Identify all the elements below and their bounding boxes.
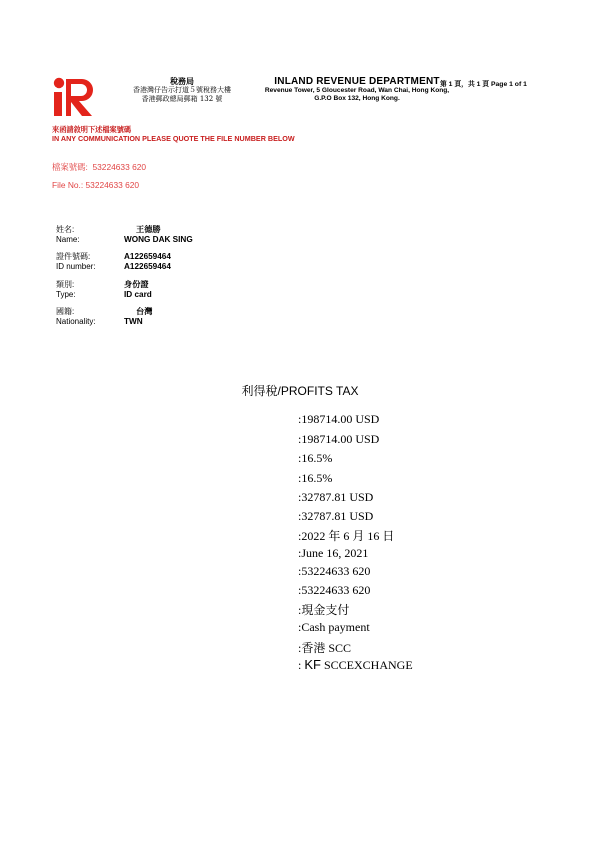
dept-address-cn-1: 香港灣仔告示打道５號稅務大樓: [133, 86, 231, 94]
id-value: [124, 252, 171, 271]
nationality-value-en: TWN: [124, 316, 143, 326]
id-label: [56, 252, 96, 271]
type-value: [124, 280, 152, 299]
detail-value: :June 16, 2021: [298, 546, 369, 560]
detail-value: [298, 657, 413, 673]
file-number-cn-value: 53224633 620: [92, 162, 147, 172]
nationality-value: [124, 307, 152, 326]
type-label-cn: 類別:: [56, 280, 75, 289]
quote-notice-cn: 來函請敘明下述檔案號碼: [52, 125, 132, 134]
id-label-en: ID number:: [56, 261, 96, 271]
ird-logo: [52, 76, 96, 118]
detail-value-kf: KF: [304, 657, 321, 672]
type-value-cn: 身份證: [124, 280, 149, 289]
id-value-cn: A122659464: [124, 252, 171, 261]
detail-value: :Cash payment: [298, 620, 370, 634]
dept-chinese: [118, 77, 246, 104]
name-label: [56, 225, 80, 244]
detail-value: :53224633 620: [298, 583, 371, 597]
name-value-en: WONG DAK SING: [124, 234, 193, 244]
detail-value-prefix: :: [298, 658, 305, 672]
type-label: [56, 280, 76, 299]
dept-address-cn-2: 香港郵政總局郵箱 132 號: [141, 95, 223, 103]
page-number: 第 1 頁，共 1 頁 Page 1 of 1: [440, 81, 527, 88]
detail-value: :198714.00 USD: [298, 412, 380, 426]
detail-value: :16.5%: [298, 471, 333, 485]
detail-value: :16.5%: [298, 451, 333, 465]
detail-value-rest: SCCEXCHANGE: [320, 658, 413, 672]
dept-name-cn: 稅務局: [170, 76, 194, 86]
detail-value: :198714.00 USD: [298, 432, 380, 446]
quote-notice-en: IN ANY COMMUNICATION PLEASE QUOTE THE FILE NUMBER BELOW: [52, 134, 295, 143]
detail-value: :2022 年 6 月 16 日: [298, 529, 395, 543]
id-label-cn: 證件號碼:: [56, 252, 91, 261]
nationality-value-cn: 台灣: [136, 307, 153, 316]
detail-value: :32787.81 USD: [298, 490, 374, 504]
type-value-en: ID card: [124, 289, 152, 299]
file-number-en: File No.: 53224633 620: [52, 180, 140, 190]
detail-value: :香港 SCC: [298, 641, 352, 655]
nationality-label: [56, 307, 96, 326]
dept-address-en-2: G.P.O Box 132, Hong Kong.: [314, 95, 400, 102]
detail-value: :53224633 620: [298, 564, 371, 578]
name-label-en: Name:: [56, 234, 80, 244]
quote-notice: [52, 125, 295, 143]
nationality-label-cn: 國籍:: [56, 307, 75, 316]
name-label-cn: 姓名:: [56, 225, 75, 234]
name-value: [124, 225, 193, 244]
file-number-cn: [52, 161, 146, 173]
section-title: 利得稅/PROFITS TAX: [241, 384, 359, 398]
file-number-cn-label: 檔案號碼:: [52, 162, 88, 172]
detail-value: :32787.81 USD: [298, 509, 374, 523]
dept-address-en-1: Revenue Tower, 5 Gloucester Road, Wan Chai, Hong Kong,: [264, 87, 450, 94]
nationality-label-en: Nationality:: [56, 316, 96, 326]
detail-value: :現金支付: [298, 603, 350, 617]
name-value-cn: 王德勝: [136, 225, 161, 234]
id-value-en: A122659464: [124, 261, 171, 271]
dept-name-en: INLAND REVENUE DEPARTMENT: [274, 76, 440, 87]
dept-english: [252, 76, 462, 103]
type-label-en: Type:: [56, 289, 76, 299]
